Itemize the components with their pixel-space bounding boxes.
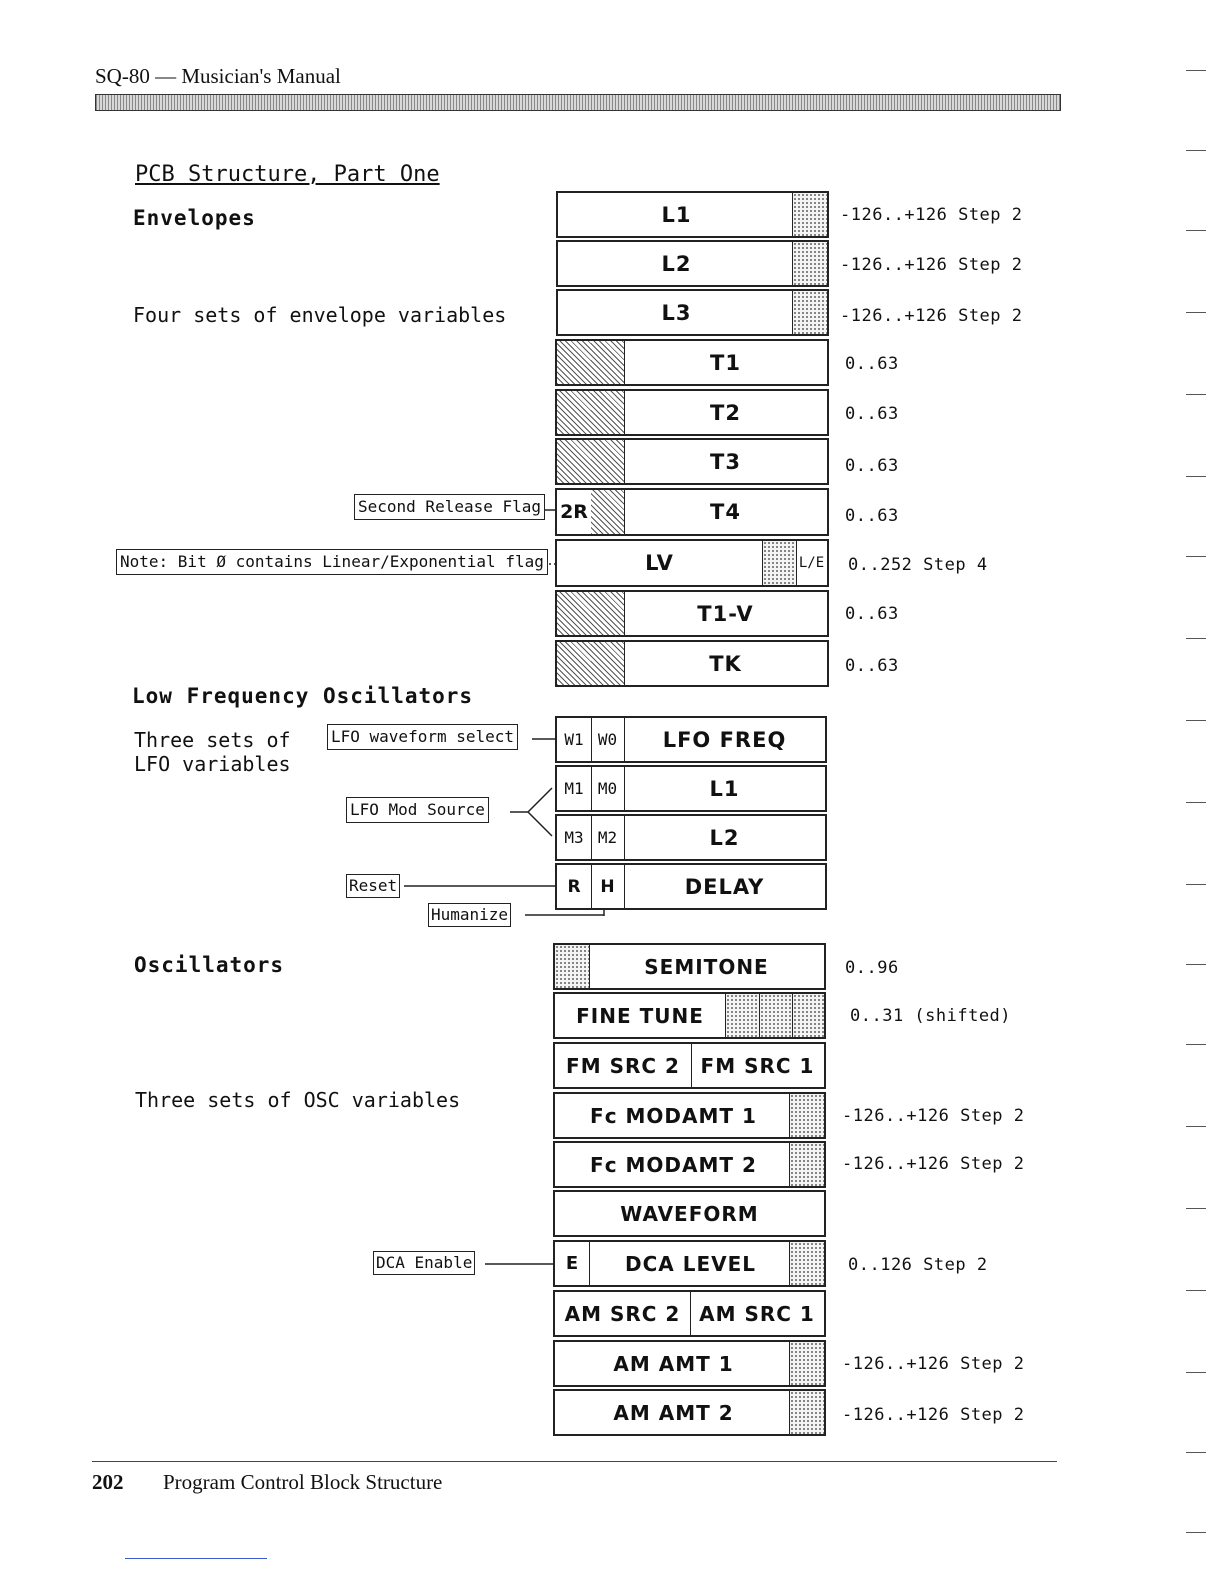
unused-bit	[591, 440, 625, 483]
unused-bit	[591, 391, 625, 434]
bit-second-release: 2R	[557, 490, 592, 534]
unused-bits	[792, 242, 827, 285]
register-osc-fc-modamt2	[553, 1141, 826, 1188]
register-label: WAVEFORM	[620, 1201, 759, 1226]
oscillators-description: Three sets of OSC variables	[135, 1088, 461, 1112]
callout-lfo-mod-source: LFO Mod Source	[346, 797, 489, 823]
register-env-tk	[555, 640, 829, 687]
range-env-t2: 0..63	[845, 404, 899, 424]
unused-bit	[557, 341, 592, 384]
unused-bit	[557, 592, 592, 635]
register-label: DELAY	[684, 874, 765, 899]
bit-lin-exp-flag: L/E	[798, 555, 825, 571]
range-env-t1v: 0..63	[845, 604, 899, 624]
callout-humanize: Humanize	[428, 903, 511, 927]
range-env-l1: -126..+126 Step 2	[840, 205, 1023, 225]
register-label: T4	[710, 500, 741, 524]
register-lfo-l2	[555, 814, 827, 861]
bit-m0: M0	[591, 767, 625, 810]
unused-bits	[789, 1242, 824, 1285]
callout-lfo-waveform-select: LFO waveform select	[327, 724, 518, 750]
register-env-t3	[555, 438, 829, 485]
unused-bit	[557, 440, 592, 483]
register-label: L3	[661, 300, 692, 325]
bit-dca-enable: E	[555, 1242, 590, 1285]
oscillators-heading: Oscillators	[134, 953, 285, 977]
register-osc-fm-src	[553, 1042, 826, 1089]
lfo-heading: Low Frequency Oscillators	[132, 684, 474, 708]
unused-bit	[591, 490, 625, 534]
range-osc-am-amt2: -126..+126 Step 2	[842, 1405, 1025, 1425]
register-osc-fine-tune	[553, 992, 826, 1039]
register-env-l1	[556, 191, 829, 238]
register-label: LFO FREQ	[662, 727, 787, 752]
register-label: T1-V	[697, 601, 754, 626]
unused-bits	[789, 1342, 824, 1385]
range-osc-dca-level: 0..126 Step 2	[848, 1255, 988, 1275]
unused-bits	[789, 1391, 824, 1434]
section-title: PCB Structure, Part One	[135, 162, 440, 187]
register-label: L2	[661, 251, 692, 276]
lfo-description-line2: LFO variables	[134, 752, 291, 776]
register-label: FINE TUNE	[576, 1003, 704, 1028]
register-label: T1	[710, 350, 741, 375]
unused-bit	[792, 994, 824, 1037]
unused-bit	[555, 945, 590, 988]
unused-bit	[557, 642, 592, 685]
range-env-l2: -126..+126 Step 2	[840, 255, 1023, 275]
unused-bit	[725, 994, 760, 1037]
bit-m2: M2	[591, 816, 625, 859]
unused-bit	[591, 341, 625, 384]
unused-bit	[557, 391, 592, 434]
register-label: Fc MODAMT 1	[590, 1103, 757, 1128]
range-osc-fine-tune: 0..31 (shifted)	[850, 1006, 1012, 1026]
footer-title: Program Control Block Structure	[163, 1470, 443, 1494]
register-label: L1	[661, 202, 692, 227]
register-label-am-src1: AM SRC 1	[699, 1301, 815, 1326]
register-env-t1	[555, 339, 829, 386]
envelopes-heading: Envelopes	[133, 206, 256, 230]
range-osc-fc-modamt2: -126..+126 Step 2	[842, 1154, 1025, 1174]
callout-second-release-flag: Second Release Flag	[354, 494, 545, 520]
unused-bit	[762, 541, 797, 585]
register-lfo-l1	[555, 765, 827, 812]
register-env-l2	[556, 240, 829, 287]
callout-reset: Reset	[346, 874, 400, 898]
unused-bits	[792, 193, 827, 236]
register-env-t1v	[555, 590, 829, 637]
unused-bit	[591, 592, 625, 635]
register-label: AM AMT 1	[613, 1351, 734, 1376]
register-label-fm-src1: FM SRC 1	[700, 1053, 815, 1078]
unused-bit	[591, 642, 625, 685]
register-label: DCA LEVEL	[624, 1251, 756, 1276]
register-label: T2	[710, 400, 741, 425]
page-number: 202	[92, 1470, 124, 1494]
register-label: Fc MODAMT 2	[590, 1152, 757, 1177]
range-osc-semitone: 0..96	[845, 958, 899, 978]
register-osc-dca-level	[553, 1240, 826, 1287]
bit-w0: W0	[591, 718, 625, 761]
range-env-t3: 0..63	[845, 456, 899, 476]
register-osc-semitone	[553, 943, 826, 990]
callout-lin-exp-note: Note: Bit Ø contains Linear/Exponential flag	[116, 549, 548, 575]
range-env-t4: 0..63	[845, 506, 899, 526]
register-label-fm-src2: FM SRC 2	[555, 1044, 692, 1087]
bit-humanize: H	[591, 865, 625, 908]
register-label: AM AMT 2	[613, 1400, 734, 1425]
envelopes-description: Four sets of envelope variables	[133, 303, 507, 327]
register-osc-am-amt2	[553, 1389, 826, 1436]
range-osc-am-amt1: -126..+126 Step 2	[842, 1354, 1025, 1374]
unused-bits	[789, 1094, 824, 1137]
page-header-title: SQ-80 — Musician's Manual	[95, 64, 341, 88]
register-lfo-freq	[555, 716, 827, 763]
range-env-tk: 0..63	[845, 656, 899, 676]
register-osc-am-src	[553, 1290, 826, 1337]
register-osc-waveform	[553, 1190, 826, 1237]
register-osc-am-amt1	[553, 1340, 826, 1387]
register-env-t4	[555, 488, 829, 536]
register-env-l3	[556, 289, 829, 336]
register-label: SEMITONE	[644, 954, 769, 979]
bit-reset: R	[557, 865, 592, 908]
register-label: L2	[709, 825, 740, 850]
unused-bit	[759, 994, 793, 1037]
range-env-t1: 0..63	[845, 354, 899, 374]
bit-m1: M1	[557, 767, 592, 810]
register-env-lv	[555, 539, 829, 587]
register-osc-fc-modamt1	[553, 1092, 826, 1139]
range-env-l3: -126..+126 Step 2	[840, 306, 1023, 326]
lfo-description-line1: Three sets of	[134, 728, 291, 752]
range-osc-fc-modamt1: -126..+126 Step 2	[842, 1106, 1025, 1126]
register-label: TK	[709, 651, 742, 676]
range-env-lv: 0..252 Step 4	[848, 555, 988, 575]
callout-dca-enable: DCA Enable	[373, 1251, 475, 1275]
bit-w1: W1	[557, 718, 592, 761]
bit-m3: M3	[557, 816, 592, 859]
unused-bits	[792, 291, 827, 334]
register-label: T3	[710, 449, 741, 474]
register-label: LV	[645, 551, 674, 575]
register-label: L1	[709, 776, 740, 801]
unused-bits	[789, 1143, 824, 1186]
register-env-t2	[555, 389, 829, 436]
register-lfo-delay	[555, 863, 827, 910]
register-label-am-src2: AM SRC 2	[555, 1292, 691, 1335]
